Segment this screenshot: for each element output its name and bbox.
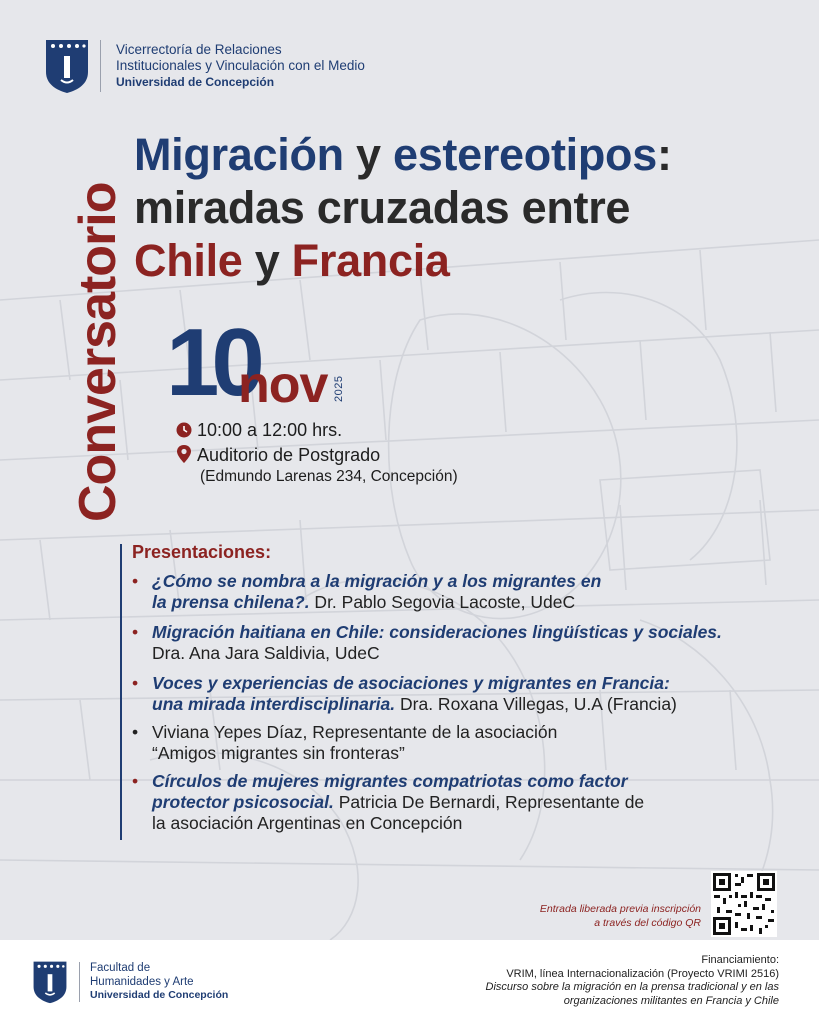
title-word-migracion: Migración — [134, 129, 344, 180]
event-time-text: 10:00 a 12:00 hrs. — [197, 420, 343, 440]
date-day: 10 — [166, 309, 257, 416]
funding-info — [486, 954, 779, 1008]
presentation-association: “Amigos migrantes sin fronteras” — [152, 743, 405, 763]
title-word-francia: Francia — [291, 235, 450, 286]
faculty-crest-logo — [32, 960, 68, 1004]
presentation-association: la asociación Argentinas en Concepción — [152, 813, 463, 833]
presentation-title-line: Voces y experiencias de asociaciones y migrantes en Francia: — [152, 673, 670, 693]
header-institution — [116, 42, 365, 90]
footer-university: Universidad de Concepción — [90, 989, 229, 1001]
presentation-title-line: una mirada interdisciplinaria. — [152, 694, 396, 714]
bullet: • — [132, 622, 139, 642]
registration-line-2: a través del código QR — [594, 917, 701, 929]
presentation-title-line: protector psicosocial. — [152, 792, 334, 812]
qr-code[interactable] — [711, 871, 777, 937]
presentations-rule — [120, 544, 122, 840]
title-word-estereotipos: estereotipos — [392, 129, 657, 180]
title-word-y: y — [343, 129, 393, 180]
clock-icon — [176, 422, 192, 438]
title-line-2: miradas cruzadas entre — [134, 182, 631, 233]
event-time — [176, 420, 342, 441]
bullet: • — [132, 571, 139, 591]
presentation-speaker: Patricia De Bernardi, Representante de — [333, 792, 645, 812]
event-venue — [176, 445, 380, 466]
presentation-title-line: Círculos de mujeres migrantes compatriotas como factor — [152, 771, 628, 791]
funding-line-3: organizaciones militantes en Francia y Chile — [563, 994, 779, 1007]
bullet: • — [132, 722, 139, 742]
footer-faculty-line-1: Facultad de — [90, 962, 151, 974]
presentation-speaker: Viviana Yepes Díaz, Representante de la asociación — [152, 722, 558, 742]
presentation-item — [132, 722, 558, 764]
bullet: • — [132, 673, 139, 693]
presentation-title-line: Migración haitiana en Chile: consideraciones lingüísticas y sociales. — [152, 622, 722, 642]
university-crest-logo — [44, 38, 90, 94]
date-year: 2025 — [333, 375, 345, 402]
title-colon: : — [656, 129, 672, 180]
footer-divider — [79, 962, 80, 1002]
date-month: nov — [238, 356, 328, 414]
presentation-speaker: Dr. Pablo Segovia Lacoste, UdeC — [309, 592, 576, 612]
registration-note — [540, 902, 701, 930]
footer-faculty-line-2: Humanidades y Arte — [90, 975, 194, 988]
bullet: • — [132, 771, 139, 791]
funding-title: Financiamiento: — [701, 954, 779, 966]
presentation-item — [132, 571, 602, 613]
registration-line-1: Entrada liberada previa inscripción — [539, 903, 701, 915]
event-venue-text: Auditorio de Postgrado — [197, 445, 381, 465]
title-word-y-2: y — [242, 235, 292, 286]
presentation-speaker: Dra. Ana Jara Saldivia, UdeC — [152, 643, 380, 663]
header-line-1: Vicerrectoría de Relaciones — [116, 42, 282, 57]
location-pin-icon — [176, 445, 192, 463]
header-line-2: Institucionales y Vinculación con el Medio — [116, 58, 365, 73]
presentation-item — [132, 771, 645, 834]
header-divider — [100, 40, 101, 92]
header-university: Universidad de Concepción — [116, 75, 275, 89]
event-type-label: Conversatorio — [69, 182, 127, 522]
title-word-chile: Chile — [134, 235, 243, 286]
funding-line-2: Discurso sobre la migración en la prensa tradicional y en las — [485, 981, 779, 993]
presentation-item — [132, 622, 722, 664]
presentation-item — [132, 673, 677, 715]
event-address: (Edmundo Larenas 234, Concepción) — [200, 468, 458, 485]
presentations-heading: Presentaciones: — [132, 542, 272, 562]
footer — [0, 940, 819, 1024]
presentation-title-line: la prensa chilena?. — [152, 592, 310, 612]
event-title — [134, 128, 672, 287]
presentation-title-line: ¿Cómo se nombra a la migración y a los migrantes en — [152, 571, 602, 591]
footer-faculty — [90, 962, 228, 1003]
funding-line-1: VRIM, línea Internacionalización (Proyecto VRIMI 2516) — [506, 967, 779, 980]
presentation-speaker: Dra. Roxana Villegas, U.A (Francia) — [395, 694, 677, 714]
